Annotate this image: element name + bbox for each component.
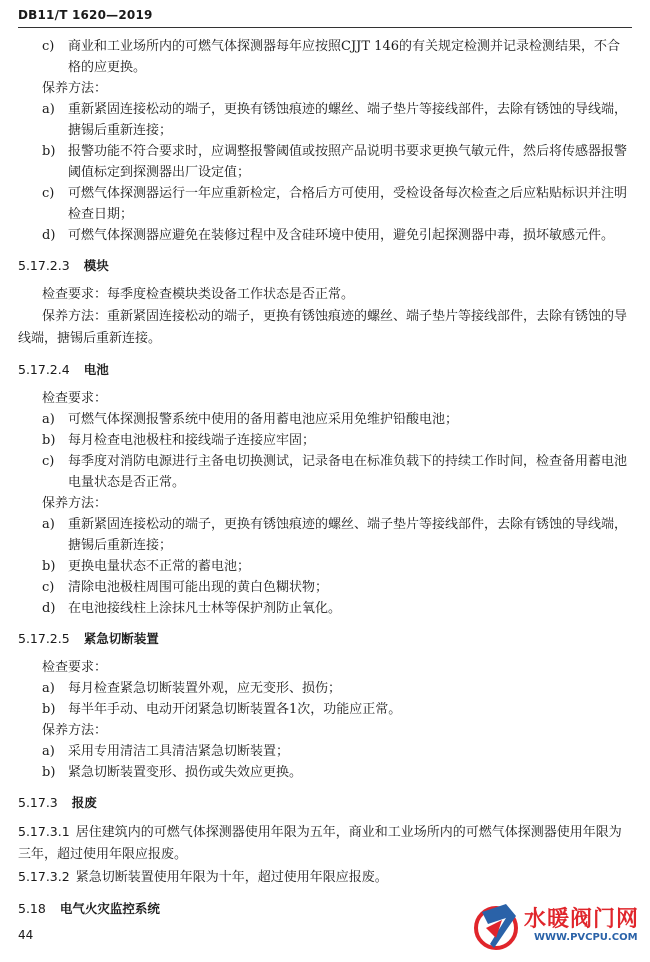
list-item: b) 每半年手动、电动开闭紧急切断装置各1次，功能应正常。: [42, 702, 402, 717]
check-requirement: 检查要求：每季度检查模块类设备工作状态是否正常。: [42, 287, 355, 302]
maintenance-label: 保养方法：: [42, 723, 108, 738]
list-item: c) 清除电池极柱周围可能出现的黄白色糊状物；: [42, 580, 329, 595]
list-item: a) 可燃气体探测报警系统中使用的备用蓄电池应采用免维护铅酸电池；: [42, 412, 459, 427]
check-label: 检查要求：: [42, 391, 108, 406]
header-rule: [18, 27, 632, 28]
document-body: [18, 36, 632, 920]
clause-5-17-3-2: 5.17.3.2 紧急切断装置使用年限为十年，超过使用年限应报废。: [18, 869, 388, 885]
list-item: a) 重新紧固连接松动的端子，更换有锈蚀痕迹的螺丝、端子垫片等接线部件，去除有锈蚀的导线端，搪锡后重新连接；: [42, 102, 628, 138]
section-heading-battery: 5.17.2.4 电池: [18, 362, 109, 377]
list-item: d) 在电池接线柱上涂抹凡士林等保护剂防止氧化。: [42, 601, 342, 616]
list-item: c) 每季度对消防电源进行主备电切换测试，记录备电在标准负载下的持续工作时间，检查备用蓄电池电量状态是否正常。: [42, 454, 628, 490]
page-number: 44: [18, 928, 34, 942]
maintenance-label: 保养方法：: [42, 496, 108, 511]
watermark: [472, 898, 642, 956]
section-heading-emergency-shutoff: 5.17.2.5 紧急切断装置: [18, 631, 159, 646]
list-item: d) 可燃气体探测器应避免在装修过程中及含硅环境中使用，避免引起探测器中毒，损坏敏感元件。: [42, 228, 615, 243]
list-item: a) 每月检查紧急切断装置外观，应无变形、损伤；: [42, 681, 342, 696]
watermark-logo-icon: [472, 898, 524, 954]
list-item: a) 采用专用清洁工具清洁紧急切断装置；: [42, 744, 290, 759]
section-heading-module: 5.17.2.3 模块: [18, 258, 109, 273]
watermark-text: 水暖阀门网: [524, 907, 640, 932]
list-item: b) 报警功能不符合要求时，应调整报警阈值或按照产品说明书要求更换气敏元件，然后将传感器报警阈值标定到探测器出厂设定值；: [42, 144, 628, 180]
list-item: c) 商业和工业场所内的可燃气体探测器每年应按照CJJT 146的有关规定检测并记录检测结果，不合格的应更换。: [42, 39, 620, 75]
section-heading-electrical-fire: 5.18 电气火灾监控系统: [18, 901, 160, 916]
list-item: b) 紧急切断装置变形、损伤或失效应更换。: [42, 765, 303, 780]
list-item: b) 更换电量状态不正常的蓄电池；: [42, 559, 251, 574]
watermark-url: WWW.PVCPU.COM: [534, 932, 638, 943]
list-item: c) 可燃气体探测器运行一年应重新检定，合格后方可使用，受检设备每次检查之后应粘贴标识并注明检查日期；: [42, 186, 628, 222]
list-item: b) 每月检查电池极柱和接线端子连接应牢固；: [42, 433, 316, 448]
check-label: 检查要求：: [42, 660, 108, 675]
maintenance-label: 保养方法：: [42, 81, 108, 96]
clause-5-17-3-1: 5.17.3.1 居住建筑内的可燃气体探测器使用年限为五年，商业和工业场所内的可燃气体探测器使用年限为三年，超过使用年限应报废。: [18, 824, 622, 862]
section-heading-scrap: 5.17.3 报废: [18, 795, 97, 810]
maintenance-method: 保养方法：重新紧固连接松动的端子，更换有锈蚀痕迹的螺丝、端子垫片等接线部件，去除有锈蚀的导线端，搪锡后重新连接。: [18, 309, 628, 346]
document-header: DB11/T 1620—2019: [18, 8, 153, 22]
list-item: a) 重新紧固连接松动的端子，更换有锈蚀痕迹的螺丝、端子垫片等接线部件，去除有锈蚀的导线端，搪锡后重新连接；: [42, 517, 628, 553]
